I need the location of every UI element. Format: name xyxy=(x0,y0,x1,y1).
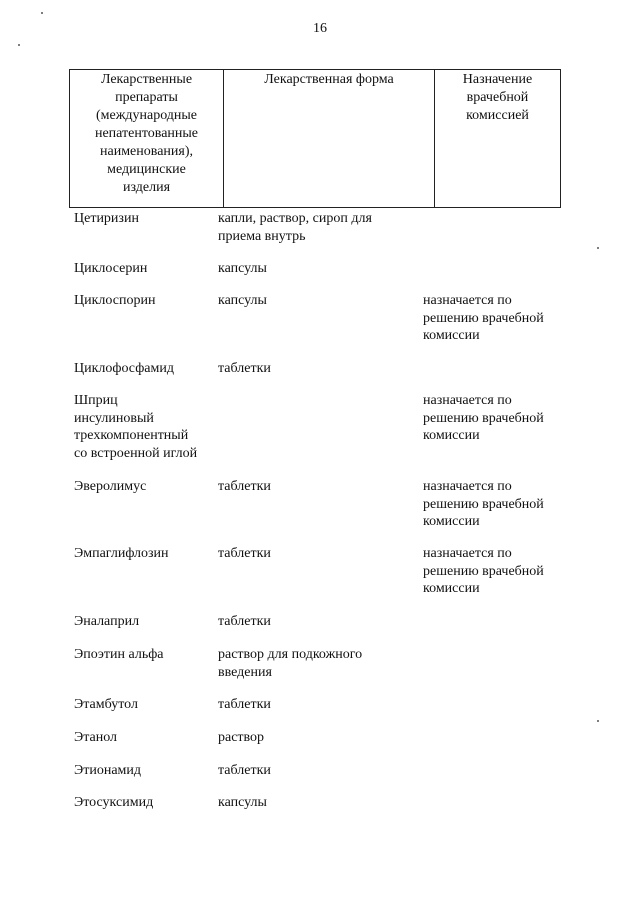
drug-name-cell: Циклоспорин xyxy=(74,293,156,308)
dosage-form-cell: таблетки xyxy=(218,763,271,778)
commission-cell: назначается по решению врачебной комиссии xyxy=(423,393,544,443)
drug-name-cell: Шприц инсулиновый трехкомпонентный со встроенной иглой xyxy=(74,393,198,461)
dosage-form-cell: таблетки xyxy=(218,361,271,376)
drug-name-cell: Циклосерин xyxy=(74,261,148,276)
drug-name-cell: Этионамид xyxy=(74,763,142,778)
scan-speck xyxy=(597,247,599,249)
dosage-form-cell: таблетки xyxy=(218,546,271,561)
scan-speck xyxy=(41,12,43,14)
dosage-form-cell: таблетки xyxy=(218,614,271,629)
scan-speck xyxy=(18,44,20,46)
dosage-form-cell: раствор для подкожного введения xyxy=(218,647,363,680)
drug-name-cell: Этосуксимид xyxy=(74,795,154,810)
dosage-form-cell: капли, раствор, сироп для приема внутрь xyxy=(218,211,372,244)
scan-speck xyxy=(597,720,599,722)
dosage-form-cell: таблетки xyxy=(218,697,271,712)
dosage-form-cell: капсулы xyxy=(218,261,267,276)
drug-name-cell: Этанол xyxy=(74,730,118,745)
commission-cell: назначается по решению врачебной комиссии xyxy=(423,479,544,529)
header-dosage-form: Лекарственная форма xyxy=(224,70,435,208)
drug-name-cell: Циклофосфамид xyxy=(74,361,174,376)
commission-cell: назначается по решению врачебной комиссии xyxy=(423,546,544,596)
drug-name-cell: Этамбутол xyxy=(74,697,138,712)
page-number: 16 xyxy=(313,21,327,36)
drug-name-cell: Эналаприл xyxy=(74,614,140,629)
drug-name-cell: Эверолимус xyxy=(74,479,147,494)
drug-name-cell: Эмпаглифлозин xyxy=(74,546,169,561)
commission-cell: назначается по решению врачебной комиссии xyxy=(423,293,544,343)
header-drug-name: Лекарственные препараты (международные непатентованные наименования), медицинские изделия xyxy=(70,70,224,208)
dosage-form-cell: капсулы xyxy=(218,795,267,810)
drug-name-cell: Эпоэтин альфа xyxy=(74,647,164,662)
dosage-form-cell: раствор xyxy=(218,730,265,745)
header-medical-commission: Назначение врачебной комиссией xyxy=(435,70,561,208)
dosage-form-cell: капсулы xyxy=(218,293,267,308)
dosage-form-cell: таблетки xyxy=(218,479,271,494)
drug-name-cell: Цетиризин xyxy=(74,211,139,226)
